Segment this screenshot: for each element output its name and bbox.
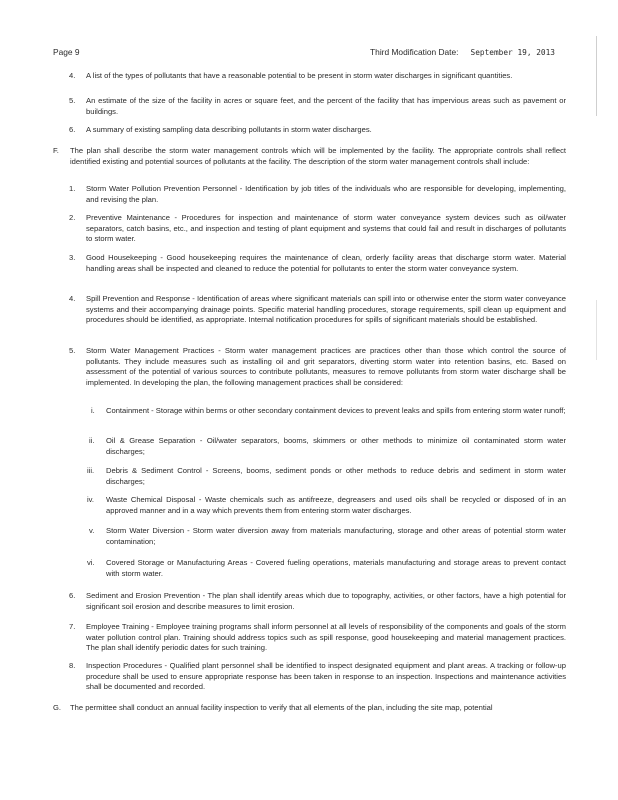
- list-item-number: 6.: [69, 125, 76, 134]
- section-g-text: The permittee shall conduct an annual facility inspection to verify that all elements of the plan, including the site map, potential: [70, 703, 493, 712]
- scan-edge-mark: [596, 300, 597, 360]
- sub-item-number: ii.: [89, 436, 95, 445]
- scan-edge-mark: [596, 36, 597, 116]
- section-letter: G.: [53, 703, 62, 712]
- sub-item: Waste Chemical Disposal - Waste chemicals such as antifreeze, degreasers and used oils shall be recycled or disposed of in an approved manner and in a way which prevents them from entering storm water discharges.: [106, 495, 566, 515]
- sub-item: Covered Storage or Manufacturing Areas - Covered fueling operations, materials manufacturing and storage areas to prevent contact with storm water.: [106, 558, 566, 578]
- list-item-number: 3.: [69, 253, 76, 262]
- sub-item-number: i.: [91, 406, 95, 415]
- sub-item-number: vi.: [87, 558, 95, 567]
- sub-item-number: iii.: [87, 466, 95, 475]
- sub-item: Storm Water Diversion - Storm water diversion away from materials manufacturing, storage and other areas of potential storm water contamination;: [106, 526, 566, 546]
- modification-date-value: September 19, 2013: [470, 48, 555, 57]
- list-item: Sediment and Erosion Prevention - The plan shall identify areas which due to topography, activities, or other factors, have a high potential for significant soil erosion and describe measures to limit erosion.: [86, 591, 566, 611]
- list-item: Employee Training - Employee training programs shall inform personnel at all levels of responsibility of the components and goals of the storm water pollution control plan. Training should address topics such as spill response, good housekeeping and material management practices. The plan shall identify periodic dates for such training.: [86, 622, 566, 653]
- list-item-number: 1.: [69, 184, 76, 193]
- sub-item: Containment - Storage within berms or other secondary containment devices to prevent leaks and spills from entering storm water runoff;: [106, 406, 566, 415]
- list-item: Spill Prevention and Response - Identification of areas where significant materials can spill into or otherwise enter the storm water conveyance systems and their accompanying drainage points. Specific material handling procedures, storage requirements, spill clean up equipment and procedures should be identified, as appropriate. Internal notification procedures for spills of significant materials should be established.: [86, 294, 566, 325]
- list-item-number: 4.: [69, 71, 76, 80]
- list-item: Storm Water Pollution Prevention Personnel - Identification by job titles of the individuals who are responsible for developing, implementing, and revising the plan.: [86, 184, 566, 204]
- sub-item-number: v.: [89, 526, 95, 535]
- list-item: Storm Water Management Practices - Storm water management practices are practices other than those which control the source of pollutants. They include measures such as installing oil and grit separators, diverting storm water into retention basins, etc. Based on assessment of the potential of various sources to contribute pollutants, measures to remove pollutants from storm water discharge shall be implemented. In developing the plan, the following management practices shall be considered:: [86, 346, 566, 387]
- list-item: A list of the types of pollutants that have a reasonable potential to be present in storm water discharges in significant quantities.: [86, 71, 513, 80]
- list-item-number: 2.: [69, 213, 76, 222]
- list-item-number: 8.: [69, 661, 76, 670]
- page-number: Page 9: [53, 47, 80, 57]
- list-item: Inspection Procedures - Qualified plant personnel shall be identified to inspect designated equipment and plant areas. A tracking or follow-up procedure shall be used to ensure appropriate response has been taken in response to an inspection. Inspections and maintenance activities shall be documented and recorded.: [86, 661, 566, 692]
- list-item: Good Housekeeping - Good housekeeping requires the maintenance of clean, orderly facility areas that discharge storm water. Material handling areas shall be inspected and cleaned to reduce the potential for pollutants to enter the storm water conveyance system.: [86, 253, 566, 273]
- modification-label: Third Modification Date:: [370, 47, 459, 57]
- section-f-text: The plan shall describe the storm water management controls which will be implemented by the facility. The appropriate controls shall reflect identified existing and potential sources of pollutants at the facility. The description of the storm water management controls shall include:: [70, 146, 566, 166]
- list-item-number: 6.: [69, 591, 76, 600]
- list-item-number: 4.: [69, 294, 76, 303]
- page-header: [53, 47, 565, 61]
- sub-item: Oil & Grease Separation - Oil/water separators, booms, skimmers or other methods to minimize oil contaminated storm water discharges;: [106, 436, 566, 456]
- section-letter: F.: [53, 146, 59, 155]
- modification-date: [370, 47, 555, 57]
- sub-item-number: iv.: [87, 495, 95, 504]
- list-item: Preventive Maintenance - Procedures for inspection and maintenance of storm water conveyance system devices such as oil/water separators, catch basins, etc., and inspection and testing of plant equipment and systems that could fail and result in discharges of pollutants to storm water.: [86, 213, 566, 244]
- list-item: An estimate of the size of the facility in acres or square feet, and the percent of the facility that has impervious areas such as pavement or buildings.: [86, 96, 566, 116]
- list-item-number: 7.: [69, 622, 76, 631]
- list-item-number: 5.: [69, 96, 76, 105]
- sub-item: Debris & Sediment Control - Screens, booms, sediment ponds or other methods to reduce debris and sediment in storm water discharges;: [106, 466, 566, 486]
- list-item-number: 5.: [69, 346, 76, 355]
- list-item: A summary of existing sampling data describing pollutants in storm water discharges.: [86, 125, 372, 134]
